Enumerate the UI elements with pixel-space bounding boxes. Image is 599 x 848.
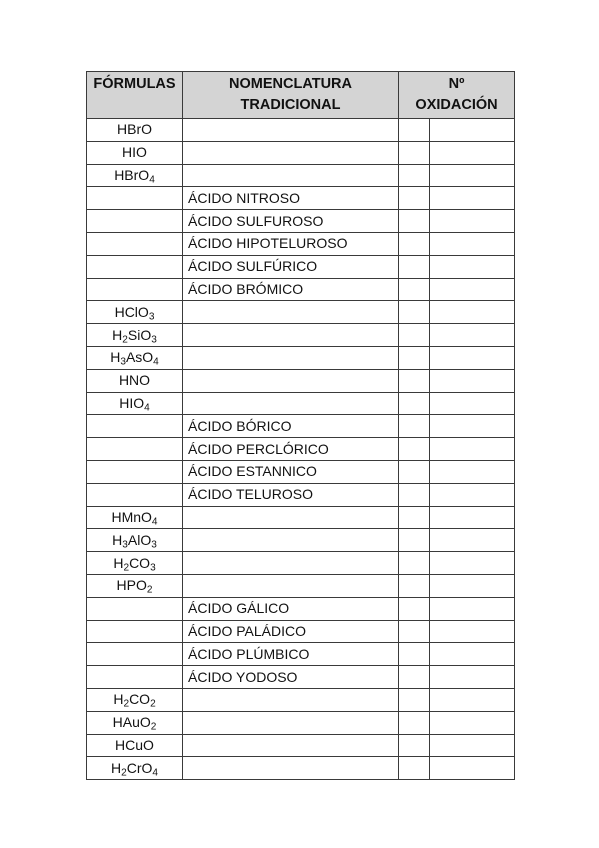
acid-name: ÁCIDO TELUROSO <box>188 486 313 503</box>
formula-part: CrO <box>126 759 153 776</box>
oxidation-cell[interactable] <box>430 734 515 757</box>
formula-subscript: 2 <box>150 698 156 710</box>
oxidation-narrow-cell[interactable] <box>399 369 430 392</box>
oxidation-cell[interactable] <box>430 278 515 301</box>
table-row <box>87 346 515 369</box>
oxidation-narrow-cell[interactable] <box>399 620 430 643</box>
formula-cell <box>87 301 183 324</box>
nomenclature-cell[interactable] <box>183 574 399 597</box>
oxidation-narrow-cell[interactable] <box>399 529 430 552</box>
oxidation-cell[interactable] <box>430 415 515 438</box>
oxidation-cell[interactable] <box>430 324 515 347</box>
table-row <box>87 255 515 278</box>
acid-name: ÁCIDO GÁLICO <box>188 600 290 617</box>
oxidation-narrow-cell[interactable] <box>399 210 430 233</box>
header-row <box>87 72 515 119</box>
formula-cell[interactable] <box>87 666 183 689</box>
formula-part: H <box>110 349 121 366</box>
formula-subscript: 2 <box>146 584 153 596</box>
oxidation-cell[interactable] <box>430 552 515 575</box>
oxidation-cell[interactable] <box>430 438 515 461</box>
formula-part: H <box>113 691 124 708</box>
formula-subscript: 3 <box>120 356 126 368</box>
formula-part: H <box>112 326 123 343</box>
formula-cell <box>87 711 183 734</box>
acid-name: ÁCIDO YODOSO <box>188 668 298 685</box>
nomenclature-cell[interactable] <box>183 552 399 575</box>
table-body <box>87 119 515 780</box>
formula-cell <box>87 164 183 187</box>
nomenclature-cell <box>183 415 399 438</box>
formula-subscript: 2 <box>121 767 127 779</box>
formula-part: AsO <box>125 349 154 366</box>
formula-subscript: 2 <box>123 562 130 574</box>
acid-name: ÁCIDO PLÚMBICO <box>188 645 310 662</box>
formula-cell <box>87 346 183 369</box>
nomenclature-cell <box>183 278 399 301</box>
oxidation-cell[interactable] <box>430 164 515 187</box>
formula-part: SiO <box>127 326 152 343</box>
nomenclature-cell <box>183 438 399 461</box>
formula-part: HCuO <box>115 736 154 753</box>
formula-subscript: 3 <box>150 562 156 574</box>
table-row <box>87 597 515 620</box>
formula-cell[interactable] <box>87 415 183 438</box>
acid-name: ÁCIDO BÓRICO <box>188 417 292 434</box>
formula-part: H <box>110 759 122 776</box>
oxidation-cell[interactable] <box>430 392 515 415</box>
formula-cell[interactable] <box>87 187 183 210</box>
acid-name: ÁCIDO BRÓMICO <box>188 280 304 297</box>
table-row <box>87 734 515 757</box>
formula-cell[interactable] <box>87 232 183 255</box>
oxidation-cell[interactable] <box>430 643 515 666</box>
formula-subscript: 3 <box>148 311 155 323</box>
formula-subscript: 4 <box>151 516 158 528</box>
acid-name: ÁCIDO PERCLÓRICO <box>188 440 329 457</box>
oxidation-narrow-cell[interactable] <box>399 597 430 620</box>
nomenclature-cell <box>183 187 399 210</box>
formula-part: HAuO <box>112 714 151 731</box>
oxidation-narrow-cell[interactable] <box>399 757 430 780</box>
oxidation-cell[interactable] <box>430 483 515 506</box>
formula-part: AlO <box>127 531 152 548</box>
formula-cell <box>87 688 183 711</box>
nomenclature-cell <box>183 483 399 506</box>
acid-name: ÁCIDO ESTANNICO <box>188 463 317 480</box>
formula-subscript: 4 <box>144 402 150 414</box>
formula-cell[interactable] <box>87 460 183 483</box>
table-row <box>87 438 515 461</box>
acid-name: ÁCIDO SULFÚRICO <box>188 258 318 275</box>
oxidation-narrow-cell[interactable] <box>399 255 430 278</box>
nomenclature-cell <box>183 460 399 483</box>
table-row <box>87 324 515 347</box>
oxidation-narrow-cell[interactable] <box>399 734 430 757</box>
formula-part: HBrO <box>114 166 150 183</box>
oxidation-narrow-cell[interactable] <box>399 711 430 734</box>
formula-cell[interactable] <box>87 210 183 233</box>
formula-cell[interactable] <box>87 255 183 278</box>
formula-part: CO <box>129 554 151 571</box>
acid-name: ÁCIDO PALÁDICO <box>188 622 306 639</box>
oxidation-cell[interactable] <box>430 574 515 597</box>
formula-subscript: 4 <box>153 356 159 368</box>
nomenclature-cell <box>183 643 399 666</box>
table-row <box>87 232 515 255</box>
nomenclature-cell[interactable] <box>183 711 399 734</box>
header-oxidation-number: Nº OXIDACIÓN <box>399 72 515 119</box>
table-row <box>87 278 515 301</box>
formula-part: HMnO <box>111 508 152 525</box>
nomenclature-cell[interactable] <box>183 757 399 780</box>
oxidation-narrow-cell[interactable] <box>399 415 430 438</box>
formula-subscript: 4 <box>149 174 155 186</box>
nomenclature-cell <box>183 620 399 643</box>
oxidation-cell[interactable] <box>430 255 515 278</box>
formula-part: CO <box>129 691 151 708</box>
formula-cell <box>87 529 183 552</box>
table-row <box>87 643 515 666</box>
table-row <box>87 483 515 506</box>
nomenclature-cell[interactable] <box>183 734 399 757</box>
oxidation-cell[interactable] <box>430 597 515 620</box>
oxidation-cell[interactable] <box>430 757 515 780</box>
formula-part: H <box>113 554 124 571</box>
formula-part: HIO <box>122 144 147 161</box>
oxidation-cell[interactable] <box>430 529 515 552</box>
table-row <box>87 552 515 575</box>
oxidation-narrow-cell[interactable] <box>399 187 430 210</box>
acid-name: ÁCIDO HIPOTELUROSO <box>188 235 348 252</box>
nomenclature-cell <box>183 597 399 620</box>
oxidation-narrow-cell[interactable] <box>399 119 430 142</box>
formula-subscript: 2 <box>123 698 130 710</box>
nomenclature-cell[interactable] <box>183 688 399 711</box>
oxidation-narrow-cell[interactable] <box>399 278 430 301</box>
oxidation-cell[interactable] <box>430 301 515 324</box>
table-row <box>87 574 515 597</box>
oxidation-cell[interactable] <box>430 369 515 392</box>
formula-part: HBrO <box>117 121 152 138</box>
oxidation-narrow-cell[interactable] <box>399 301 430 324</box>
table-row <box>87 164 515 187</box>
formula-cell <box>87 574 183 597</box>
formula-cell <box>87 552 183 575</box>
oxidation-cell[interactable] <box>430 506 515 529</box>
oxidation-narrow-cell[interactable] <box>399 460 430 483</box>
oxidation-narrow-cell[interactable] <box>399 506 430 529</box>
table-row <box>87 392 515 415</box>
formula-cell <box>87 506 183 529</box>
table-row <box>87 757 515 780</box>
oxidation-cell[interactable] <box>430 232 515 255</box>
nomenclature-cell[interactable] <box>183 324 399 347</box>
nomenclature-cell[interactable] <box>183 369 399 392</box>
formula-cell[interactable] <box>87 597 183 620</box>
oxidation-cell[interactable] <box>430 620 515 643</box>
nomenclature-cell[interactable] <box>183 529 399 552</box>
oxidation-cell[interactable] <box>430 688 515 711</box>
oxidation-narrow-cell[interactable] <box>399 324 430 347</box>
table-row <box>87 187 515 210</box>
nomenclature-cell <box>183 255 399 278</box>
formula-subscript: 2 <box>122 334 128 346</box>
nomenclature-cell[interactable] <box>183 164 399 187</box>
oxidation-cell[interactable] <box>430 141 515 164</box>
nomenclature-cell <box>183 666 399 689</box>
formula-subscript: 2 <box>150 721 157 733</box>
oxidation-narrow-cell[interactable] <box>399 574 430 597</box>
table-row <box>87 415 515 438</box>
nomenclature-cell[interactable] <box>183 301 399 324</box>
formula-part: HIO <box>119 394 145 411</box>
formula-cell[interactable] <box>87 620 183 643</box>
oxidation-narrow-cell[interactable] <box>399 392 430 415</box>
formula-cell <box>87 734 183 757</box>
table-row <box>87 210 515 233</box>
formula-cell <box>87 119 183 142</box>
acid-name: ÁCIDO SULFUROSO <box>188 212 324 229</box>
oxidation-narrow-cell[interactable] <box>399 483 430 506</box>
header-formulas: FÓRMULAS <box>87 72 183 119</box>
oxidation-narrow-cell[interactable] <box>399 666 430 689</box>
formula-cell[interactable] <box>87 483 183 506</box>
nomenclature-cell <box>183 232 399 255</box>
oxidation-narrow-cell[interactable] <box>399 141 430 164</box>
oxidation-narrow-cell[interactable] <box>399 164 430 187</box>
table-row <box>87 666 515 689</box>
nomenclature-cell[interactable] <box>183 119 399 142</box>
formula-subscript: 3 <box>151 334 157 346</box>
oxidation-narrow-cell[interactable] <box>399 643 430 666</box>
table-row <box>87 620 515 643</box>
formula-cell <box>87 369 183 392</box>
acid-name: ÁCIDO NITROSO <box>188 189 301 206</box>
oxidation-narrow-cell[interactable] <box>399 346 430 369</box>
formula-part: HNO <box>118 372 151 389</box>
header-nomenclature: NOMENCLATURA TRADICIONAL <box>183 72 399 119</box>
formula-cell[interactable] <box>87 643 183 666</box>
oxidation-cell[interactable] <box>430 187 515 210</box>
formula-cell <box>87 757 183 780</box>
formula-cell <box>87 392 183 415</box>
oxidation-cell[interactable] <box>430 711 515 734</box>
formula-subscript: 3 <box>151 539 157 551</box>
oxidation-narrow-cell[interactable] <box>399 688 430 711</box>
oxidation-cell[interactable] <box>430 346 515 369</box>
table-row <box>87 711 515 734</box>
oxidation-cell[interactable] <box>430 210 515 233</box>
table-row <box>87 119 515 142</box>
nomenclature-cell[interactable] <box>183 506 399 529</box>
formula-cell[interactable] <box>87 278 183 301</box>
formula-part: H <box>112 531 123 548</box>
table-row <box>87 688 515 711</box>
acid-nomenclature-table <box>86 71 515 780</box>
table-row <box>87 141 515 164</box>
oxidation-narrow-cell[interactable] <box>399 232 430 255</box>
formula-subscript: 4 <box>152 767 158 779</box>
nomenclature-cell[interactable] <box>183 141 399 164</box>
oxidation-narrow-cell[interactable] <box>399 552 430 575</box>
oxidation-cell[interactable] <box>430 460 515 483</box>
formula-cell <box>87 324 183 347</box>
table-row <box>87 460 515 483</box>
formula-cell[interactable] <box>87 438 183 461</box>
nomenclature-cell[interactable] <box>183 392 399 415</box>
table-row <box>87 529 515 552</box>
oxidation-narrow-cell[interactable] <box>399 438 430 461</box>
formula-part: HClO <box>114 303 149 320</box>
formula-subscript: 3 <box>122 539 128 551</box>
nomenclature-cell <box>183 210 399 233</box>
nomenclature-cell[interactable] <box>183 346 399 369</box>
oxidation-cell[interactable] <box>430 119 515 142</box>
table-row <box>87 301 515 324</box>
oxidation-cell[interactable] <box>430 666 515 689</box>
table-row <box>87 369 515 392</box>
formula-part: HPO <box>116 577 147 594</box>
table-row <box>87 506 515 529</box>
formula-cell <box>87 141 183 164</box>
